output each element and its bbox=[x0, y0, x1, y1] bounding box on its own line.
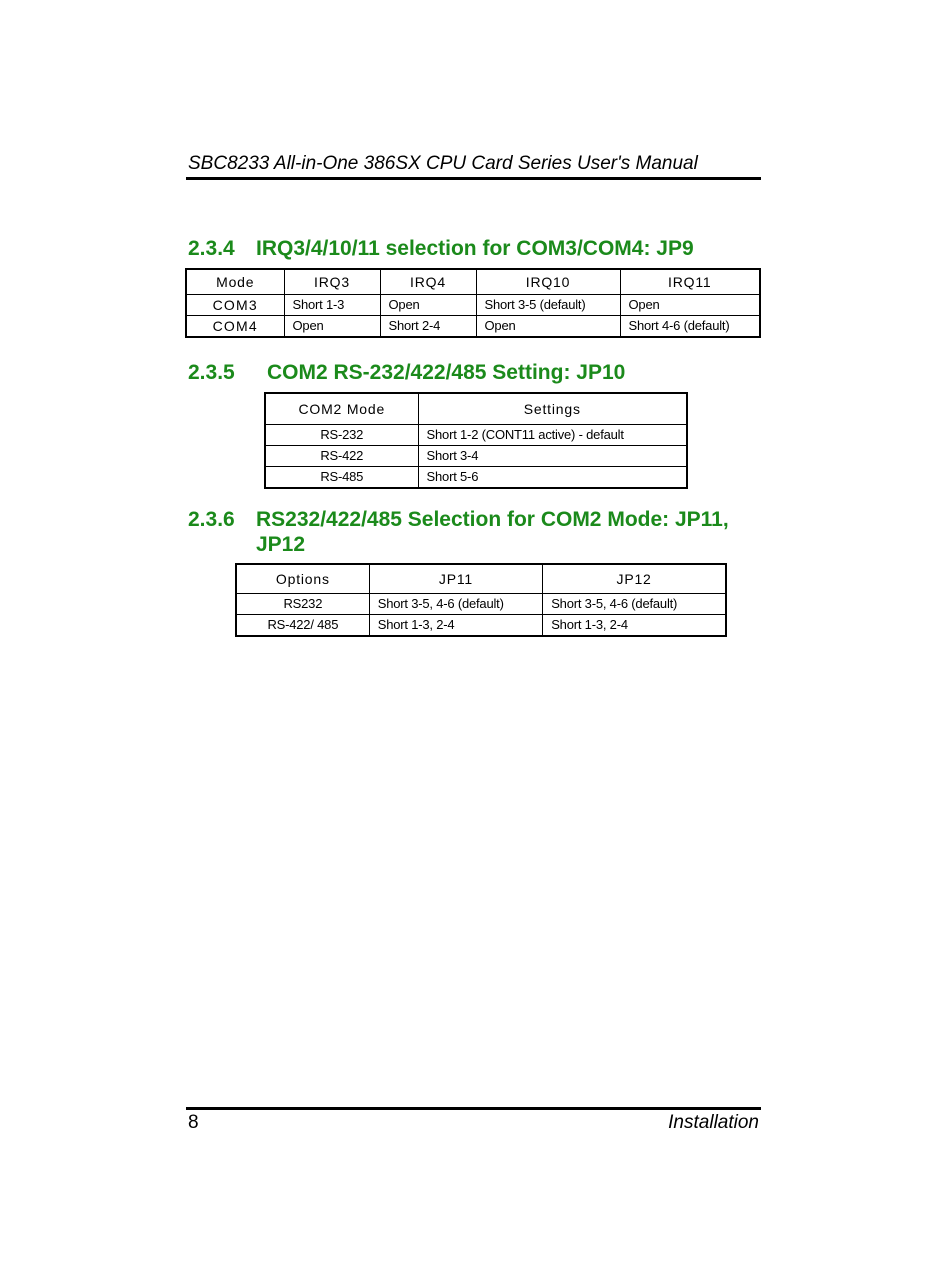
column-header: JP12 bbox=[543, 564, 726, 594]
section-title-continued: JP12 bbox=[256, 533, 306, 556]
table-cell: Short 3-5, 4-6 (default) bbox=[543, 594, 726, 615]
table-cell: COM3 bbox=[186, 295, 284, 316]
section-title: RS232/422/485 Selection for COM2 Mode: JP11, bbox=[256, 508, 729, 531]
column-header: IRQ3 bbox=[284, 269, 380, 295]
table-cell: Short 3-5, 4-6 (default) bbox=[369, 594, 542, 615]
footer-section-name: Installation bbox=[668, 1112, 759, 1133]
table-cell: Open bbox=[620, 295, 760, 316]
table-cell: Short 1-3, 2-4 bbox=[543, 615, 726, 637]
jp10-com2-mode-table bbox=[264, 392, 688, 489]
section-number: 2.3.5 bbox=[188, 361, 235, 384]
table-cell: RS-422 bbox=[265, 446, 418, 467]
table-cell: RS-422/ 485 bbox=[236, 615, 369, 637]
table-cell: COM4 bbox=[186, 316, 284, 338]
section-number: 2.3.4 bbox=[188, 237, 235, 260]
jp11-jp12-options-table bbox=[235, 563, 727, 637]
section-title: COM2 RS-232/422/485 Setting: JP10 bbox=[267, 361, 626, 384]
table-cell: RS-485 bbox=[265, 467, 418, 489]
table-cell: Short 3-4 bbox=[418, 446, 687, 467]
manual-title: SBC8233 All-in-One 386SX CPU Card Series User's Manual bbox=[188, 153, 698, 174]
column-header: Settings bbox=[418, 393, 687, 425]
section-2-3-4-heading bbox=[188, 236, 694, 261]
table-cell: Open bbox=[284, 316, 380, 338]
table-cell: RS232 bbox=[236, 594, 369, 615]
footer-rule bbox=[186, 1107, 761, 1110]
table-row bbox=[186, 316, 760, 338]
table-cell: Short 3-5 (default) bbox=[476, 295, 620, 316]
jp9-irq-table bbox=[185, 268, 761, 338]
table-row bbox=[265, 446, 687, 467]
column-header: JP11 bbox=[369, 564, 542, 594]
table-cell: Short 4-6 (default) bbox=[620, 316, 760, 338]
table-header-row bbox=[236, 564, 726, 594]
section-number: 2.3.6 bbox=[188, 508, 235, 531]
table-row bbox=[265, 425, 687, 446]
table-row bbox=[236, 615, 726, 637]
table-cell: Short 5-6 bbox=[418, 467, 687, 489]
column-header: IRQ4 bbox=[380, 269, 476, 295]
header-rule bbox=[186, 177, 761, 180]
table-cell: Open bbox=[380, 295, 476, 316]
column-header: Options bbox=[236, 564, 369, 594]
table-cell: RS-232 bbox=[265, 425, 418, 446]
table-row bbox=[186, 295, 760, 316]
page-number: 8 bbox=[188, 1112, 199, 1133]
table-header-row bbox=[265, 393, 687, 425]
table-cell: Open bbox=[476, 316, 620, 338]
table-cell: Short 2-4 bbox=[380, 316, 476, 338]
section-2-3-6-heading bbox=[188, 507, 729, 557]
column-header: IRQ10 bbox=[476, 269, 620, 295]
column-header: COM2 Mode bbox=[265, 393, 418, 425]
table-cell: Short 1-2 (CONT11 active) - default bbox=[418, 425, 687, 446]
table-row bbox=[236, 594, 726, 615]
table-row bbox=[265, 467, 687, 489]
section-2-3-5-heading bbox=[188, 360, 625, 385]
section-title: IRQ3/4/10/11 selection for COM3/COM4: JP9 bbox=[256, 237, 694, 260]
column-header: IRQ11 bbox=[620, 269, 760, 295]
table-cell: Short 1-3 bbox=[284, 295, 380, 316]
table-cell: Short 1-3, 2-4 bbox=[369, 615, 542, 637]
column-header: Mode bbox=[186, 269, 284, 295]
table-header-row bbox=[186, 269, 760, 295]
